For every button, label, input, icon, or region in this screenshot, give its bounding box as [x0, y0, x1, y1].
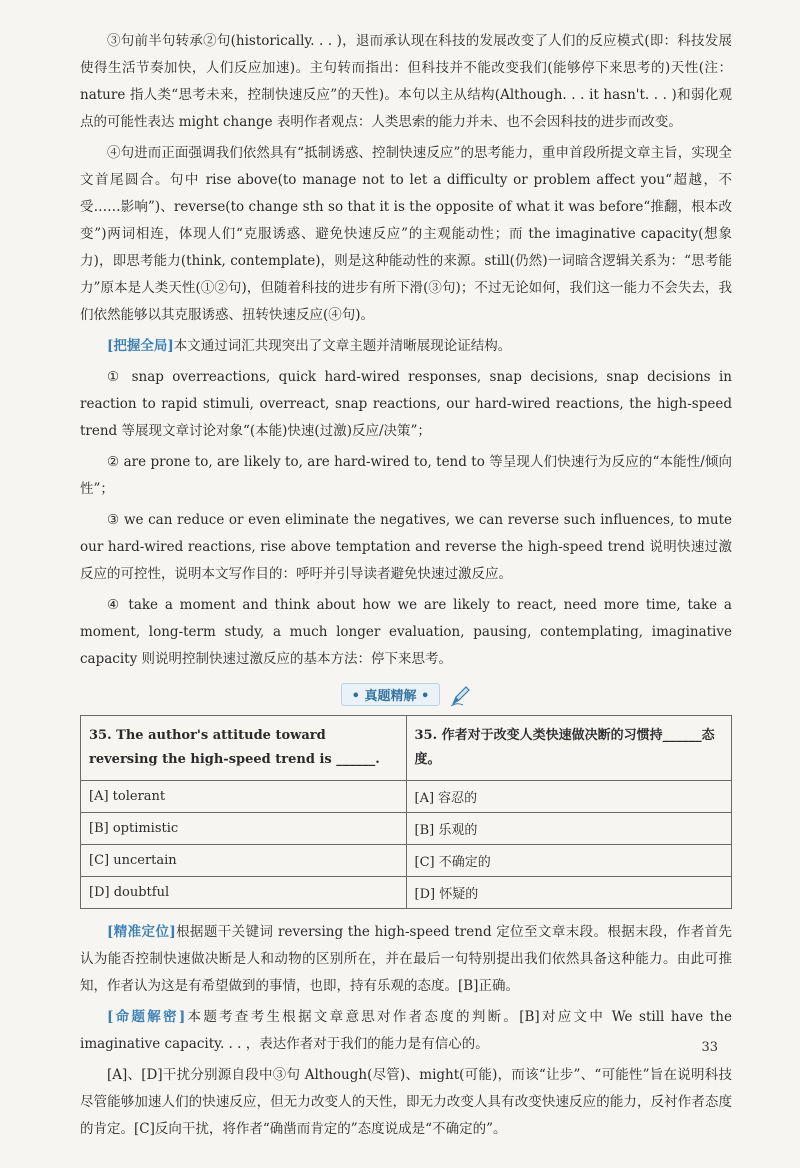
- question-stem-en: 35. The author's attitude toward reversing the high-speed trend is ______.: [81, 715, 407, 780]
- analysis-paragraph-3: ③句前半句转承②句(historically. . . )，退而承认现在科技的发展改变了人们的反应模式(即：科技发展使得生活节奏加快，人们反应加速)。主句转而指出：但科技并不能改变我们(能够停下来思考的)天性(注：nature 指人类“思考未来，控制快速反应”的天性)。本句以主从结构(Although. . . it hasn't. . . )和弱化观点的可能性表达 might change 表明作者观点：人类思索的能力并未、也不会因科技的进步而改变。: [80, 33, 732, 130]
- grasp-item-3: ③ we can reduce or even eliminate the negatives, we can reverse such influences, to mute our hard-wired reactions, rise above temptation and reverse the high-speed trend 说明快速过激反应的可控性，说明本文写作目的：呼吁并引导读者避免快速过激反应。: [80, 512, 732, 582]
- decode-tag: [命题解密]: [107, 1008, 186, 1025]
- content: [80, 28, 732, 1147]
- grasp-intro-text: 本文通过词汇共现突出了文章主题并清晰展现论证结构。: [173, 338, 512, 354]
- option-row: [81, 844, 732, 876]
- locate-paragraph: [80, 919, 732, 1000]
- grasp-intro: [80, 333, 732, 360]
- option-row: [81, 780, 732, 812]
- option-en: [A] tolerant: [81, 780, 407, 812]
- decode-paragraph: [80, 1004, 732, 1058]
- page-number: 33: [701, 1040, 718, 1055]
- question-stem-cn: 35. 作者对于改变人类快速做决断的习惯持______态度。: [406, 715, 732, 780]
- option-row: [81, 876, 732, 908]
- option-cn: [D] 怀疑的: [406, 876, 732, 908]
- grasp-tag: [把握全局]: [107, 338, 174, 354]
- option-cn: [B] 乐观的: [406, 812, 732, 844]
- option-en: [B] optimistic: [81, 812, 407, 844]
- decode-text: 本题考查考生根据文章意思对作者态度的判断。[B]对应文中 We still have the imaginative capacity. . . ，表达作者对于我们的能力是有信心的。: [80, 1008, 732, 1052]
- analysis-paragraph-4: ④句进而正面强调我们依然具有“抵制诱惑、控制快速反应”的思考能力，重申首段所提文章主旨，实现全文首尾圆合。句中 rise above(to manage not to let a difficulty or problem affect you“超越，不受……影响”)、reverse(to change sth so that it is the opposite of what it was before“推翻，根本改变”)两词相连，体现人们“克服诱惑、避免快速反应”的主观能动性；而 the imaginative capacity(想象力)，即思考能力(think, contemplate)，则是这种能动性的来源。still(仍然)一词暗含逻辑关系为：“思考能力”原本是人类天性(①②句)，但随着科技的进步有所下滑(③句)；不过无论如何，我们这一能力不会失去，我们依然能够以其克服诱惑、扭转快速反应(④句)。: [80, 145, 732, 323]
- question-table: [80, 715, 732, 909]
- pen-icon: [449, 685, 471, 707]
- option-cn: [A] 容忍的: [406, 780, 732, 812]
- grasp-item-4: ④ take a moment and think about how we are likely to react, need more time, take a moment, long-term study, a much longer evaluation, pausing, contemplating, imaginative capacity 则说明控制快速过激反应的基本方法：停下来思考。: [80, 597, 732, 667]
- grasp-item-2: ② are prone to, are likely to, are hard-wired to, tend to 等呈现人们快速行为反应的“本能性/倾向性”；: [80, 454, 732, 497]
- section-banner: [80, 683, 732, 707]
- locate-text: 根据题干关键词 reversing the high-speed trend 定位至文章末段。根据末段，作者首先认为能否控制快速做决断是人和动物的区别所在，并在最后一句特别提出我们依然具备这种能力。由此可推知，作者认为这是有希望做到的事情，也即，持有乐观的态度。[B]正确。: [80, 923, 732, 994]
- banner-label: • 真题精解 •: [341, 683, 441, 706]
- option-cn: [C] 不确定的: [406, 844, 732, 876]
- locate-tag: [精准定位]: [107, 923, 176, 940]
- question-stem-row: [81, 715, 732, 780]
- distractor-paragraph: [A]、[D]干扰分别源自段中③句 Although(尽管)、might(可能)，而该“让步”、“可能性”旨在说明科技尽管能够加速人们的快速反应，但无力改变人的天性，即无力改变人具有改变快速反应的能力，反衬作者态度的肯定。[C]反向干扰，将作者“确凿而肯定的”态度说成是“不确定的”。: [80, 1066, 732, 1137]
- grasp-item-1: ① snap overreactions, quick hard-wired responses, snap decisions, snap decisions in reaction to rapid stimuli, overreact, snap reactions, our hard-wired reactions, the high-speed trend 等展现文章讨论对象“(本能)快速(过激)反应/决策”；: [80, 369, 732, 439]
- option-en: [C] uncertain: [81, 844, 407, 876]
- option-row: [81, 812, 732, 844]
- option-en: [D] doubtful: [81, 876, 407, 908]
